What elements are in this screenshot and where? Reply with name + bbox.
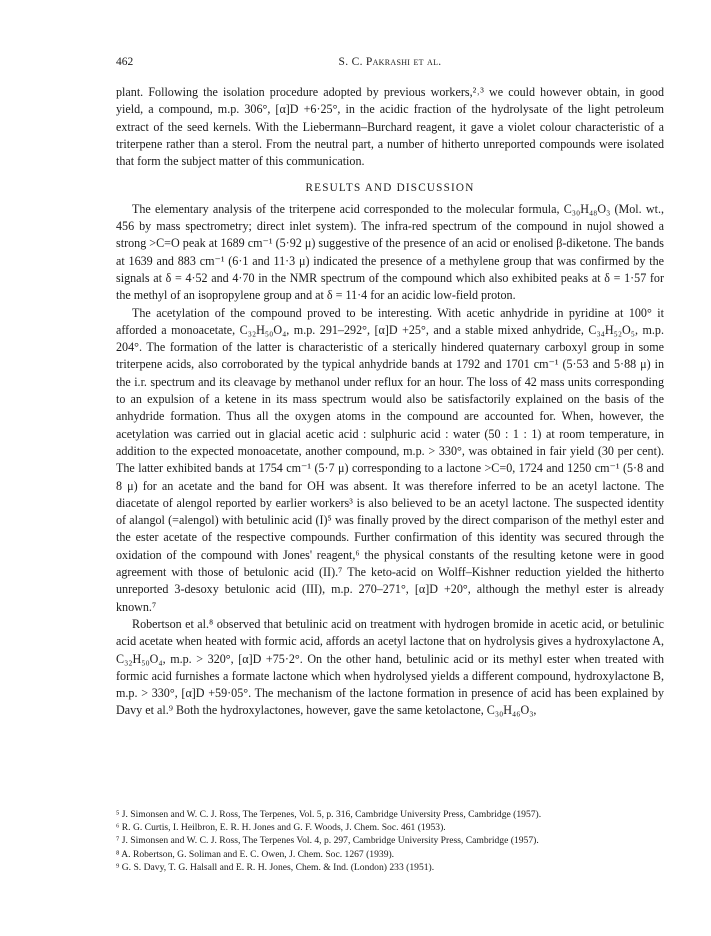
footnotes (116, 808, 664, 874)
body-text (116, 84, 664, 720)
page-number: 462 (116, 56, 134, 68)
footnote: ⁶ R. G. Curtis, I. Heilbron, E. R. H. Jones and G. F. Woods, J. Chem. Soc. 461 (1953). (116, 822, 446, 834)
paragraph-robertson: Robertson et al.⁸ observed that betulinic acid on treatment with hydrogen bromide in acetic acid, or betulinic acid acetate when heated with formic acid, affords an acetyl lactone that on hydrolysis gives a hydroxylactone A, C₃₂H₅₀O₄, m.p. > 320°, [α]D +75·2°. On the other hand, betulinic acid or its methyl ester when treated with formic acid furnishes a formate lactone which when hydrolysed yields a different compound, hydroxylactone B, m.p. > 330°, [α]D +59·05°. The mechanism of the lactone formation in presence of acid has been explained by Davy et al.⁹ Both the hydroxylactones, however, gave the same ketolactone, C₃₀H₄₆O₃, (116, 616, 664, 718)
footnote: ⁸ A. Robertson, G. Soliman and E. C. Owen, J. Chem. Soc. 1267 (1939). (116, 848, 395, 860)
running-header (116, 56, 664, 72)
paragraph-acetylation: The acetylation of the compound proved to be interesting. With acetic anhydride in pyridine at 100° it afforded a monoacetate, C₃₂H₅₀O₄, m.p. 291–292°, [α]D +25°, and a stable mixed anhydride, C₃₄H₅₂O₅, m.p. 204°. The formation of the latter is characteristic of a sterically hindered quaternary carboxyl group in some triterpene acids, also corroborated by the typical anhydride bands at 1792 and 1701 cm⁻¹ (5·53 and 5·88 μ) in the i.r. spectrum and its cleavage by methanol under reflux for an hour. The loss of 42 mass units corresponding to an expulsion of a ketene in its mass spectrum would also be satisfactorily explained on the basis of the anhydride formation. Thus all the oxygen atoms in the compound are accounted for. When, however, the acetylation was carried out in glacial acetic acid : sulphuric acid : water (50 : 1 : 1) at room temperature, in addition to the expected monoacetate, another compound, m.p. > 330°, was obtained in fair yield (30 per cent). The latter exhibited bands at 1754 cm⁻¹ (5·7 μ) corresponding to a lactone >C=0, 1724 and 1250 cm⁻¹ (5·8 and 8 μ) for an acetate and the band for OH was absent. It was therefore inferred to be an acetyl lactone. The diacetate of alengol reported by earlier workers³ is also believed to be an acetyl lactone. The suspected identity of alangol (=alengol) with betulinic acid (I)⁵ was finally proved by the direct comparison of the methyl ester and the ester acetate of the respective compounds. Further confirmation of this identity was secured through the oxidation of the compound with Jones' reagent,⁶ the physical constants of the resulting ketone were in good agreement with those of betulonic acid (II).⁷ The keto-acid on Wolff–Kishner reduction yielded the hitherto unreported 3-desoxy betulonic acid (III), m.p. 270–271°, [α]D +20°, although the methyl ester is already known.⁷ (116, 305, 664, 614)
footnote: ⁵ J. Simonsen and W. C. J. Ross, The Terpenes, Vol. 5, p. 316, Cambridge University Press, Cambridge (1957). (116, 809, 542, 820)
section-heading: RESULTS AND DISCUSSION (305, 182, 475, 195)
running-title: S. C. Pakrashi et al. (338, 56, 442, 68)
paragraph-intro: plant. Following the isolation procedure adopted by previous workers,²˒³ we could however obtain, in good yield, a compound, m.p. 306°, [α]D +6·25°, in the acidic fraction of the hydrolysate of the light petroleum extract of the seed kernels. With the Liebermann–Burchard reagent, it gave a violet colour characteristic of a triterpene rather than a sterol. From the neutral part, a number of hitherto unreported compounds were isolated that form the subject matter of this communication. (116, 85, 664, 169)
paragraph-elementary-analysis: The elementary analysis of the triterpene acid corresponded to the molecular formula, C₃₀H₄₈O₃ (Mol. wt., 456 by mass spectrometry; direct inlet system). The infra-red spectrum of the compound in nujol showed a strong >C=O peak at 1689 cm⁻¹ (5·92 μ) suggestive of the presence of an acid or enolised β-diketone. The bands at 1639 and 883 cm⁻¹ (6·1 and 11·3 μ) indicated the presence of a methylene group that was confirmed by the signals at δ = 4·52 and 4·70 in the NMR spectrum of the compound which also exhibited peaks at δ = 1·57 for the methyl of an isopropylene group and at δ = 11·4 for an acidic low-field proton. (116, 201, 664, 303)
footnote: ⁷ J. Simonsen and W. C. J. Ross, The Terpenes Vol. 4, p. 297, Cambridge University Press, Cambridge (1957). (116, 835, 539, 847)
footnote: ⁹ G. S. Davy, T. G. Halsall and E. R. H. Jones, Chem. & Ind. (London) 233 (1951). (116, 861, 435, 873)
